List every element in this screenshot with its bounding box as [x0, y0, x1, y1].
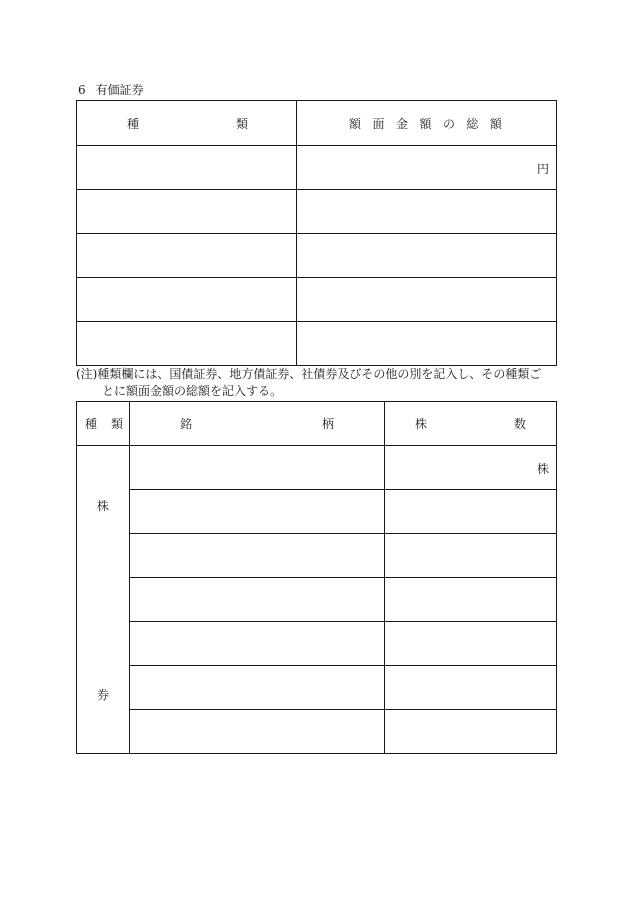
kind-cell[interactable] [77, 190, 297, 234]
header-kind [77, 101, 297, 146]
table-row [77, 446, 557, 490]
header-brand-char: 銘 [180, 417, 193, 431]
category-char: 券 [96, 687, 109, 702]
amount-cell[interactable] [297, 322, 557, 366]
table-row [77, 190, 557, 234]
table-row [77, 534, 557, 578]
kind-cell[interactable] [77, 146, 297, 190]
header-amount-char: 額 [489, 116, 502, 131]
brand-cell[interactable] [130, 534, 385, 578]
table-row [77, 278, 557, 322]
header-kind-char: 種 [85, 417, 98, 431]
header-kind-char: 種 [127, 116, 140, 131]
header-shares-char: 数 [513, 417, 526, 431]
securities-table [76, 100, 557, 366]
table-row [77, 322, 557, 366]
header-shares [385, 402, 557, 446]
header-brand-char: 柄 [321, 417, 334, 431]
header-kind-char: 類 [110, 417, 123, 431]
brand-cell[interactable] [130, 490, 385, 534]
shares-cell[interactable] [385, 578, 557, 622]
table-row [77, 490, 557, 534]
yen-unit: 円 [536, 162, 549, 176]
brand-cell[interactable] [130, 622, 385, 666]
header-amount-char: の [442, 116, 455, 131]
footnote [76, 366, 562, 400]
section-title [78, 82, 144, 98]
shares-unit: 株 [536, 462, 549, 476]
table-row [77, 666, 557, 710]
shares-cell[interactable] [385, 490, 557, 534]
table-row [77, 578, 557, 622]
category-char: 株 [96, 498, 109, 513]
shares-cell[interactable] [385, 446, 557, 490]
amount-cell[interactable] [297, 234, 557, 278]
header-amount-char: 金 [395, 116, 408, 131]
header-brand [130, 402, 385, 446]
header-shares-char: 株 [415, 417, 428, 431]
table-header-row [77, 402, 557, 446]
stocks-table [76, 401, 557, 754]
brand-cell[interactable] [130, 666, 385, 710]
footnote-line-1: (注)種類欄には、国債証券、地方債証券、社債券及びその他の別を記入し、その種類ご [76, 367, 542, 381]
brand-cell[interactable] [130, 710, 385, 754]
header-amount-char: 額 [419, 116, 432, 131]
header-face-value-total [297, 101, 557, 146]
header-amount-char: 面 [372, 116, 385, 131]
header-amount-char: 額 [349, 116, 362, 131]
header-amount-char: 総 [466, 116, 479, 131]
section-heading: 有価証券 [95, 83, 144, 97]
table-row [77, 146, 557, 190]
category-cell [77, 446, 130, 754]
table-row [77, 622, 557, 666]
header-kind [77, 402, 130, 446]
header-kind-char: 類 [235, 116, 248, 131]
table-row [77, 234, 557, 278]
amount-cell[interactable] [297, 278, 557, 322]
footnote-line-2: とに額面金額の総額を記入する。 [102, 384, 283, 398]
table-row [77, 710, 557, 754]
shares-cell[interactable] [385, 622, 557, 666]
shares-cell[interactable] [385, 710, 557, 754]
section-number: 6 [78, 83, 86, 97]
shares-cell[interactable] [385, 534, 557, 578]
kind-cell[interactable] [77, 322, 297, 366]
brand-cell[interactable] [130, 578, 385, 622]
kind-cell[interactable] [77, 278, 297, 322]
brand-cell[interactable] [130, 446, 385, 490]
shares-cell[interactable] [385, 666, 557, 710]
amount-cell[interactable] [297, 146, 557, 190]
amount-cell[interactable] [297, 190, 557, 234]
kind-cell[interactable] [77, 234, 297, 278]
table-header-row [77, 101, 557, 146]
